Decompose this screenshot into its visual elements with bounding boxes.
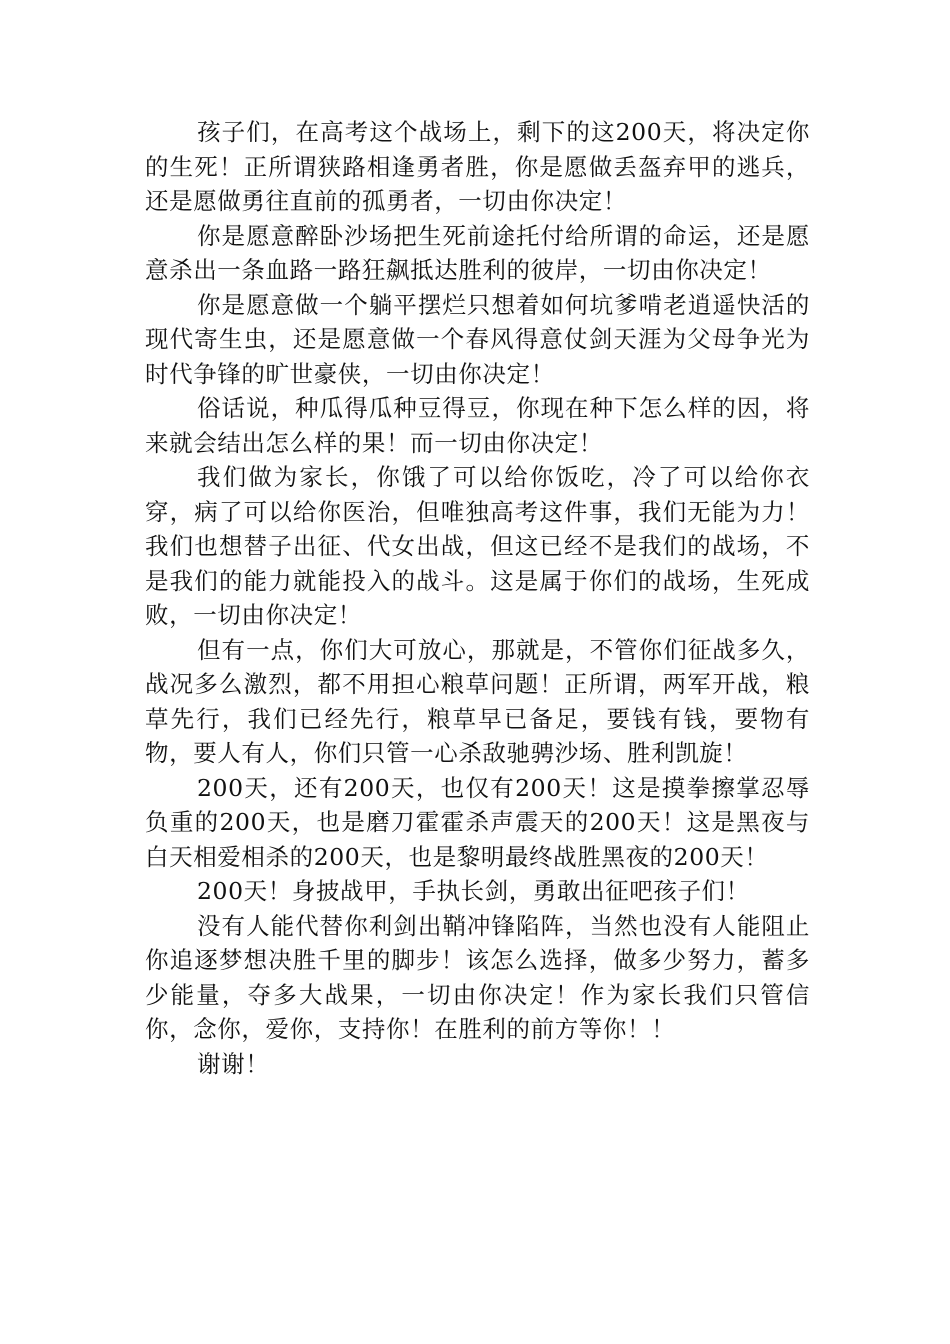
paragraph-3: 你是愿意做一个躺平摆烂只想着如何坑爹啃老逍遥快活的现代寄生虫，还是愿意做一个春风得意仗剑天涯为父母争光为时代争锋的旷世豪侠，一切由你决定！	[145, 290, 810, 388]
paragraph-7: 200天，还有200天，也仅有200天！这是摸拳擦掌忍辱负重的200天，也是磨刀霍霍杀声震天的200天！这是黑夜与白天相爱相杀的200天，也是黎明最终战胜黑夜的200天！	[145, 773, 810, 871]
paragraph-9: 没有人能代替你利剑出鞘冲锋陷阵，当然也没有人能阻止你追逐梦想决胜千里的脚步！该怎么选择，做多少努力，蓄多少能量，夺多大战果，一切由你决定！作为家长我们只管信你，念你，爱你，支持你！在胜利的前方等你！！	[145, 911, 810, 1043]
paragraph-8: 200天！身披战甲，手执长剑，勇敢出征吧孩子们！	[197, 877, 750, 905]
document-body	[145, 115, 810, 1081]
paragraph-2: 你是愿意醉卧沙场把生死前途托付给所谓的命运，还是愿意杀出一条血路一路狂飙抵达胜利的彼岸，一切由你决定！	[145, 221, 810, 284]
paragraph-1: 孩子们，在高考这个战场上，剩下的这200天，将决定你的生死！正所谓狭路相逢勇者胜，你是愿做丢盔弃甲的逃兵，还是愿做勇往直前的孤勇者，一切由你决定！	[145, 118, 810, 215]
paragraph-4: 俗话说，种瓜得瓜种豆得豆，你现在种下怎么样的因，将来就会结出怎么样的果！而一切由你决定！	[145, 394, 810, 457]
paragraph-6: 但有一点，你们大可放心，那就是，不管你们征战多久，战况多么激烈，都不用担心粮草问题！正所谓，两军开战，粮草先行，我们已经先行，粮草早已备足，要钱有钱，要物有物，要人有人，你们只管一心杀敌驰骋沙场、胜利凯旋！	[145, 635, 810, 767]
paragraph-10-closing: 谢谢！	[197, 1049, 270, 1078]
paragraph-5: 我们做为家长，你饿了可以给你饭吃，冷了可以给你衣穿，病了可以给你医治，但唯独高考这件事，我们无能为力！我们也想替子出征、代女出战，但这已经不是我们的战场，不是我们的能力就能投入的战斗。这是属于你们的战场，生死成败，一切由你决定！	[145, 463, 810, 629]
